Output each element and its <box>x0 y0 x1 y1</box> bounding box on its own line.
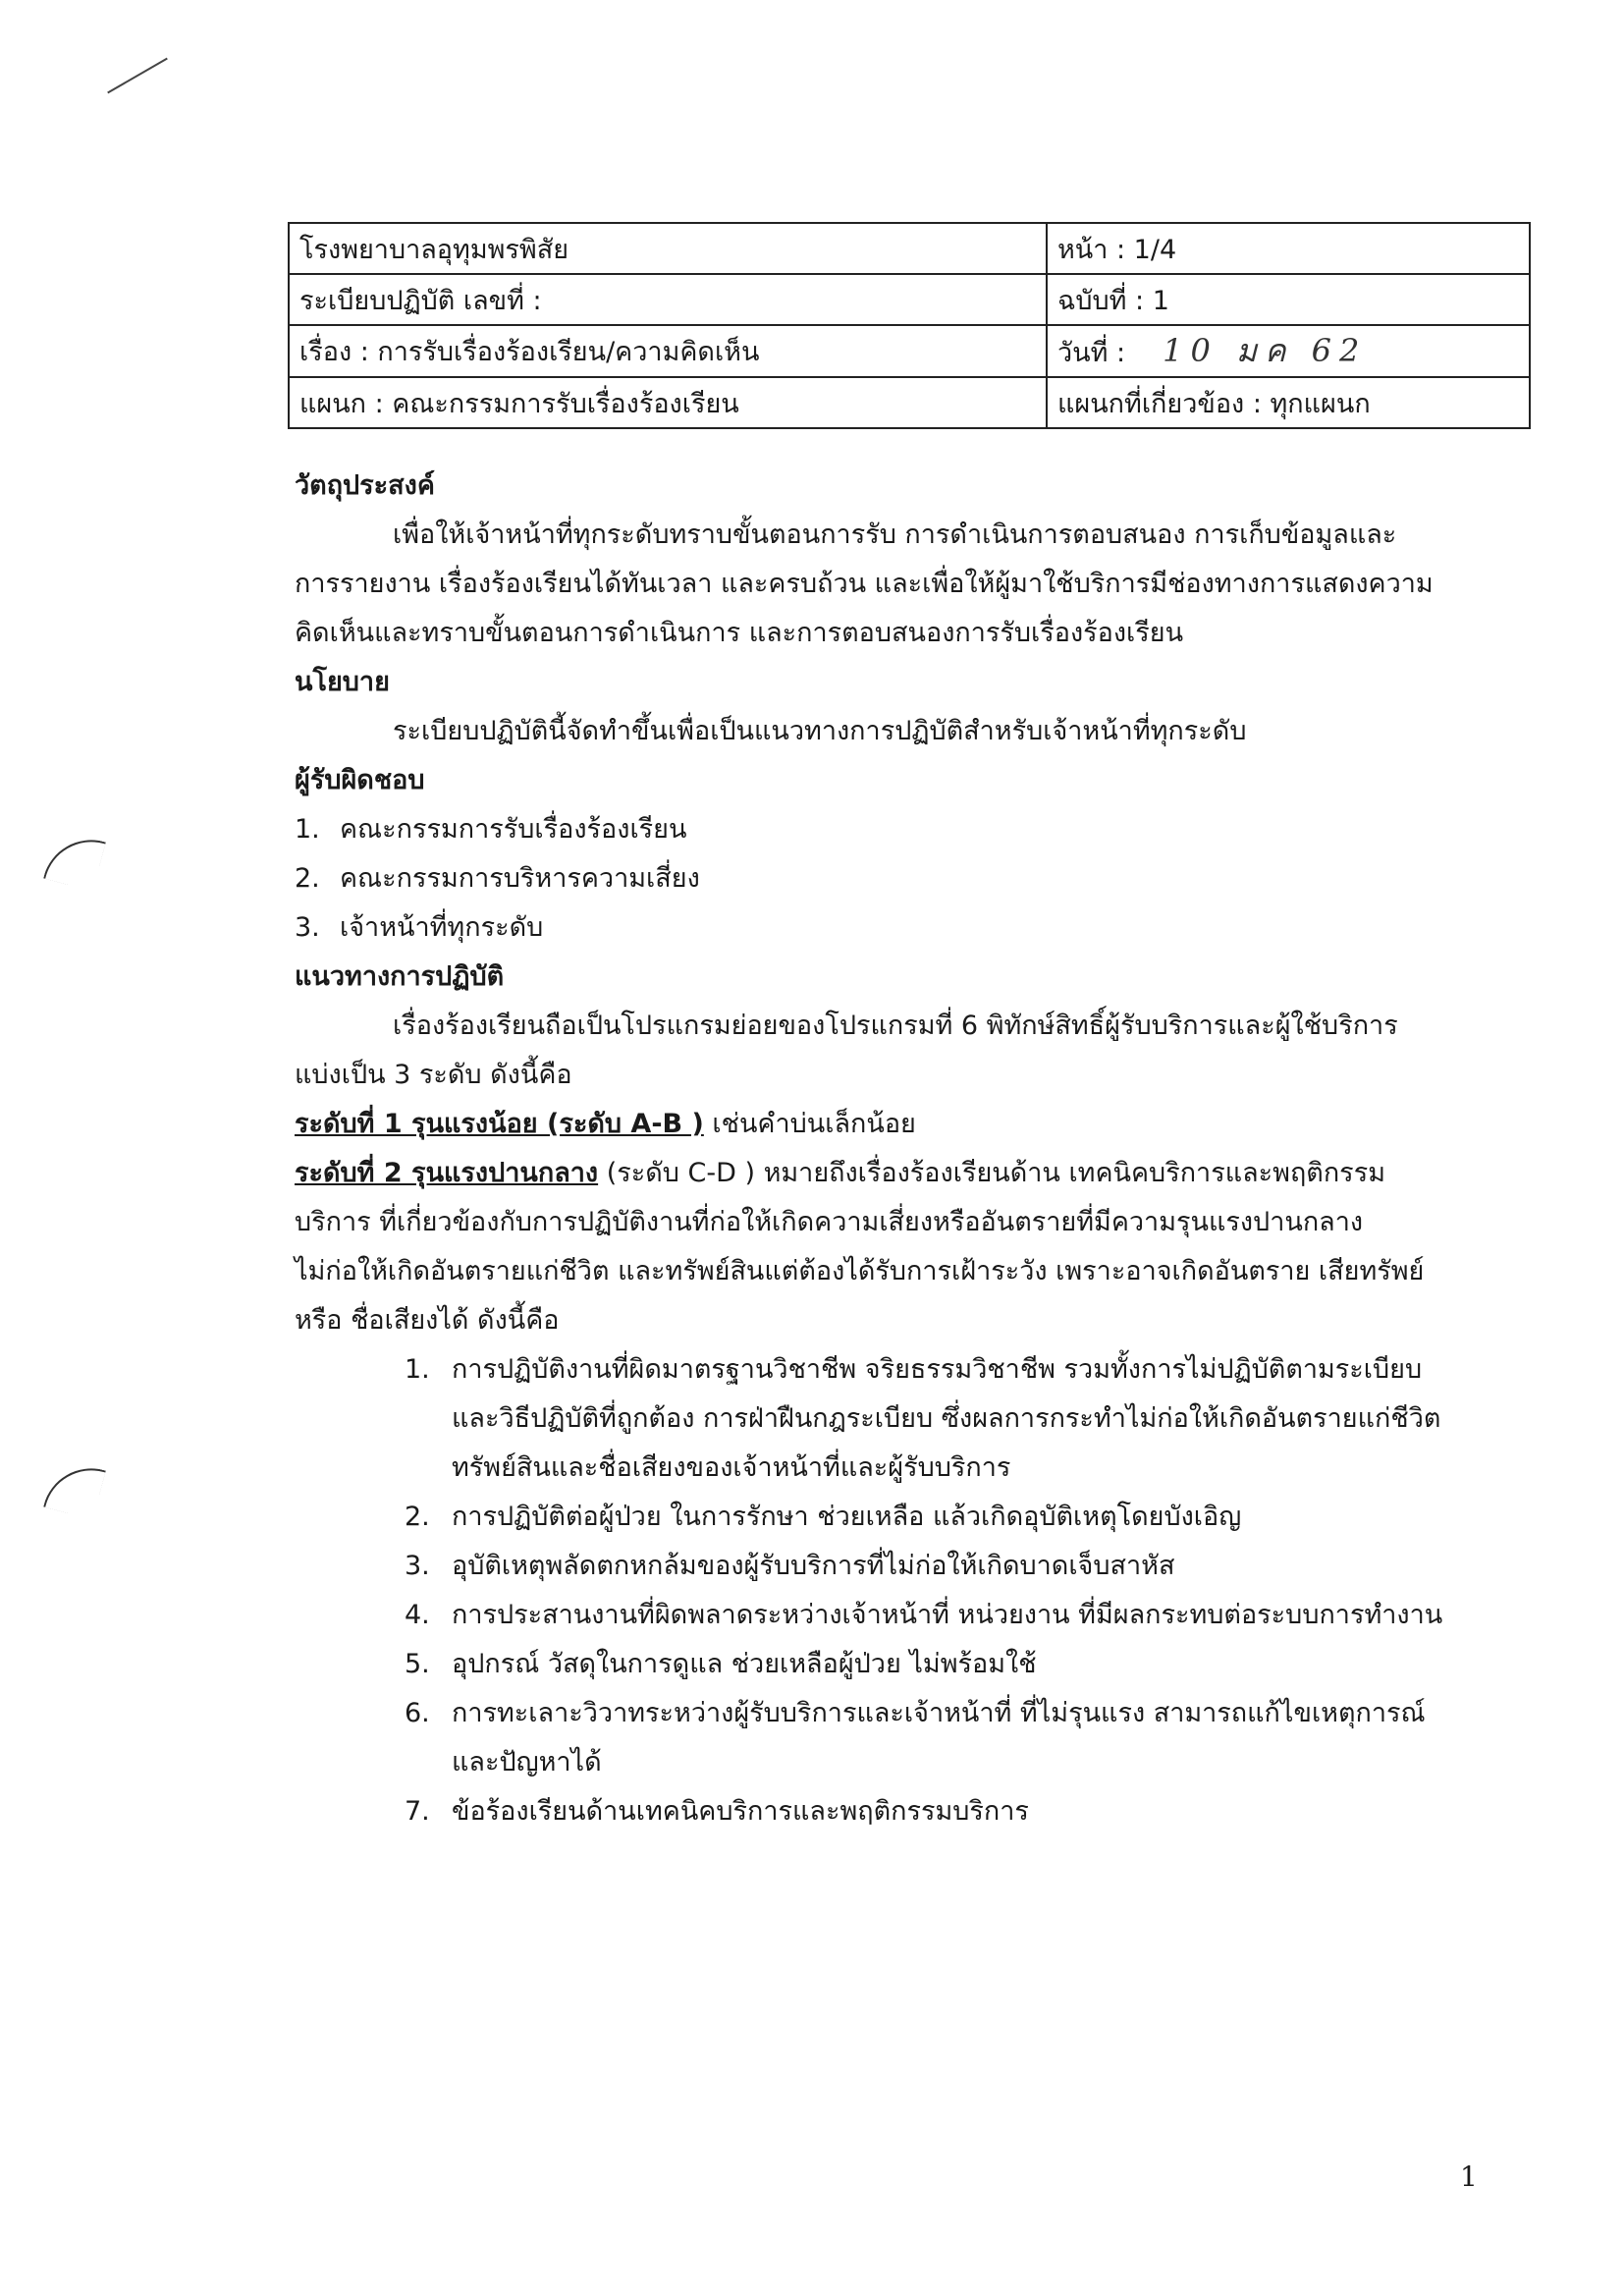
item-number: 2. <box>405 1502 430 1532</box>
date-label: วันที่ : <box>1057 338 1126 368</box>
item-text: คณะกรรมการบริหารความเสี่ยง <box>340 863 700 894</box>
item-number: 3. <box>295 912 320 943</box>
item-continuation: และปัญหาได้ <box>452 1747 602 1777</box>
hospital-name: โรงพยาบาลอุทุมพรพิสัย <box>289 223 1047 274</box>
date-handwritten: 10 มค 62 <box>1163 332 1368 369</box>
related-departments: แผนกที่เกี่ยวข้อง : ทุกแผนก <box>1047 377 1530 428</box>
department: แผนก : คณะกรรมการรับเรื่องร้องเรียน <box>289 377 1047 428</box>
document-header-table <box>288 222 1531 429</box>
edition: ฉบับที่ : 1 <box>1047 274 1530 325</box>
level-2-line: บริการ ที่เกี่ยวข้องกับการปฏิบัติงานที่ก่อให้เกิดความเสี่ยงหรืออันตรายที่มีความรุนแรงปานกลาง <box>295 1207 1364 1237</box>
list-item <box>295 1542 1473 1591</box>
objective-line: คิดเห็นและทราบขั้นตอนการดำเนินการ และการตอบสนองการรับเรื่องร้องเรียน <box>295 618 1184 648</box>
item-text: เจ้าหน้าที่ทุกระดับ <box>340 912 544 943</box>
item-continuation: ทรัพย์สินและชื่อเสียงของเจ้าหน้าที่และผู้รับบริการ <box>452 1452 1011 1483</box>
list-item <box>295 1689 1473 1738</box>
list-item <box>295 1493 1473 1542</box>
level-2-text: (ระดับ C-D ) หมายถึงเรื่องร้องเรียนด้าน เทคนิคบริการและพฤติกรรม <box>598 1158 1385 1188</box>
punch-hole-mark <box>43 1457 106 1520</box>
date-cell <box>1047 325 1530 377</box>
punch-hole-mark <box>43 829 106 892</box>
level-2-line: ไม่ก่อให้เกิดอันตรายแก่ชีวิต และทรัพย์สินแต่ต้องได้รับการเฝ้าระวัง เพราะอาจเกิดอันตราย เสียทรัพย์ <box>295 1256 1425 1286</box>
responsible-heading: ผู้รับผิดชอบ <box>295 765 425 795</box>
list-item <box>295 854 1473 903</box>
item-number: 2. <box>295 863 320 894</box>
item-number: 1. <box>405 1354 430 1385</box>
policy-text: ระเบียบปฏิบัตินี้จัดทำขึ้นเพื่อเป็นแนวทางการปฏิบัติสำหรับเจ้าหน้าที่ทุกระดับ <box>393 716 1247 746</box>
list-item <box>295 1345 1473 1394</box>
item-number: 7. <box>405 1796 430 1827</box>
list-item <box>295 903 1473 953</box>
list-item <box>295 1787 1473 1836</box>
item-number: 4. <box>405 1600 430 1630</box>
objective-heading: วัตถุประสงค์ <box>295 470 435 501</box>
guideline-intro: แบ่งเป็น 3 ระดับ ดังนี้คือ <box>295 1060 572 1090</box>
item-text: ข้อร้องเรียนด้านเทคนิคบริการและพฤติกรรมบริการ <box>452 1796 1029 1827</box>
procedure-number: ระเบียบปฏิบัติ เลขที่ : <box>289 274 1047 325</box>
guideline-intro: เรื่องร้องเรียนถือเป็นโปรแกรมย่อยของโปรแกรมที่ 6 พิทักษ์สิทธิ์ผู้รับบริการและผู้ใช้บริการ <box>393 1011 1398 1041</box>
item-text: อุบัติเหตุพลัดตกหกล้มของผู้รับบริการที่ไม่ก่อให้เกิดบาดเจ็บสาหัส <box>452 1551 1175 1581</box>
subject: เรื่อง : การรับเรื่องร้องเรียน/ความคิดเห็น <box>289 325 1047 377</box>
policy-heading: นโยบาย <box>295 667 390 697</box>
level-1-label: ระดับที่ 1 รุนแรงน้อย (ระดับ A-B ) <box>295 1109 704 1139</box>
page-number: 1 <box>1460 2160 1478 2193</box>
page-indicator: หน้า : 1/4 <box>1047 223 1530 274</box>
guideline-heading: แนวทางการปฏิบัติ <box>295 961 505 992</box>
item-number: 3. <box>405 1551 430 1581</box>
list-item <box>295 805 1473 854</box>
scan-mark <box>107 58 168 94</box>
document-body <box>295 462 1473 1836</box>
item-number: 1. <box>295 814 320 845</box>
item-text: การประสานงานที่ผิดพลาดระหว่างเจ้าหน้าที่ หน่วยงาน ที่มีผลกระทบต่อระบบการทำงาน <box>452 1600 1443 1630</box>
list-item <box>295 1591 1473 1640</box>
item-text: การปฏิบัติงานที่ผิดมาตรฐานวิชาชีพ จริยธรรมวิชาชีพ รวมทั้งการไม่ปฏิบัติตามระเบียบ <box>452 1354 1423 1385</box>
objective-line: เพื่อให้เจ้าหน้าที่ทุกระดับทราบขั้นตอนการรับ การดำเนินการตอบสนอง การเก็บข้อมูลและ <box>393 519 1397 550</box>
item-text: การปฏิบัติต่อผู้ป่วย ในการรักษา ช่วยเหลือ แล้วเกิดอุบัติเหตุโดยบังเอิญ <box>452 1502 1242 1532</box>
item-number: 6. <box>405 1698 430 1728</box>
item-text: อุปกรณ์ วัสดุในการดูแล ช่วยเหลือผู้ป่วย ไม่พร้อมใช้ <box>452 1649 1037 1679</box>
level-2-label: ระดับที่ 2 รุนแรงปานกลาง <box>295 1158 599 1188</box>
list-item <box>295 1640 1473 1689</box>
level-1-text: เช่นคำบ่นเล็กน้อย <box>703 1109 916 1139</box>
item-text: คณะกรรมการรับเรื่องร้องเรียน <box>340 814 687 845</box>
item-number: 5. <box>405 1649 430 1679</box>
item-continuation: และวิธีปฏิบัติที่ถูกต้อง การฝ่าฝืนกฎระเบียบ ซึ่งผลการกระทำไม่ก่อให้เกิดอันตรายแก่ชีวิต <box>452 1403 1441 1434</box>
level-1 <box>295 1100 1473 1149</box>
level-2-line: หรือ ชื่อเสียงได้ ดังนี้คือ <box>295 1305 560 1336</box>
level-2 <box>295 1149 1473 1198</box>
objective-line: การรายงาน เรื่องร้องเรียนได้ทันเวลา และครบถ้วน และเพื่อให้ผู้มาใช้บริการมีช่องทางการแสดงความ <box>295 569 1434 599</box>
item-text: การทะเลาะวิวาทระหว่างผู้รับบริการและเจ้าหน้าที่ ที่ไม่รุนแรง สามารถแก้ไขเหตุการณ์ <box>452 1698 1426 1728</box>
